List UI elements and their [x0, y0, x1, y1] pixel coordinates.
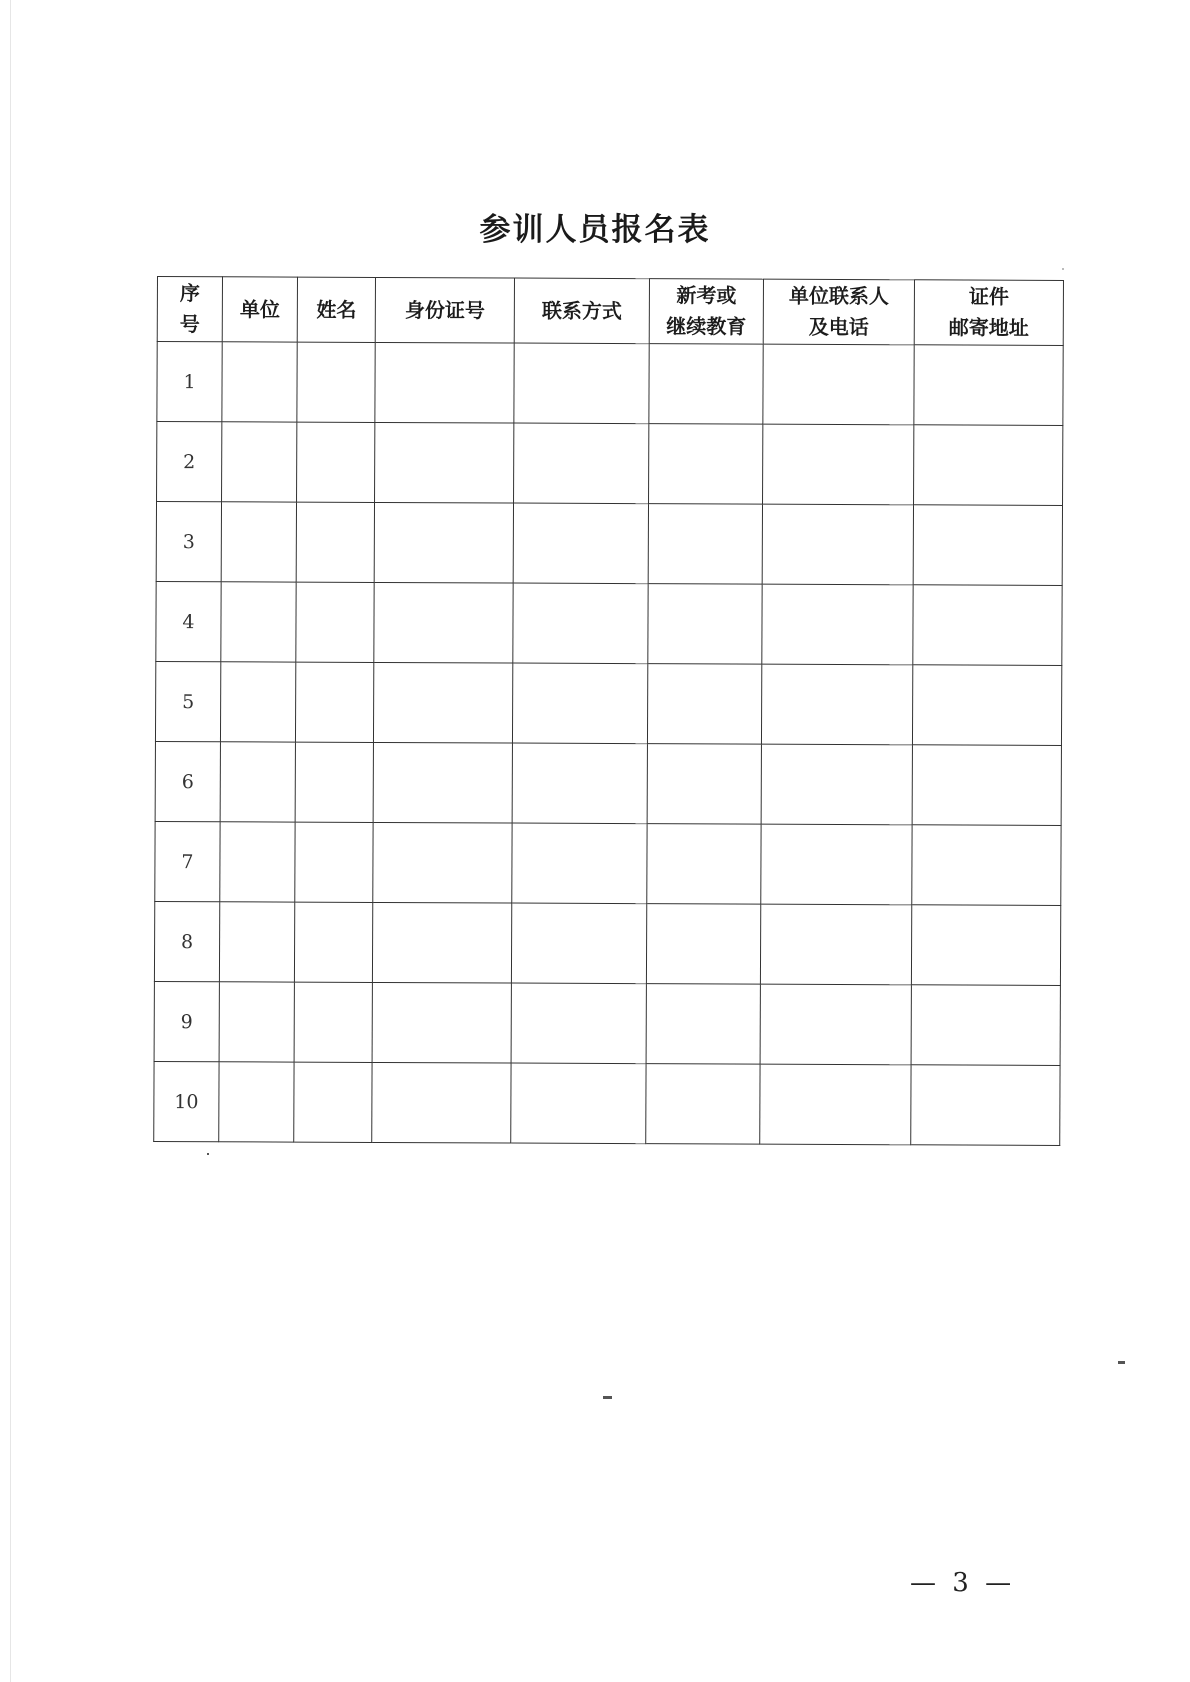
- table-row: [154, 981, 1060, 1065]
- empty-cell[interactable]: [372, 982, 511, 1063]
- registration-table: [153, 276, 1064, 1146]
- empty-cell[interactable]: [294, 902, 372, 982]
- empty-cell[interactable]: [374, 582, 513, 663]
- empty-cell[interactable]: [372, 902, 511, 983]
- header-row: [157, 277, 1063, 346]
- row-serial-number: 2: [157, 422, 222, 502]
- empty-cell[interactable]: [913, 585, 1062, 666]
- empty-cell[interactable]: [297, 342, 375, 422]
- empty-cell[interactable]: [295, 822, 373, 902]
- empty-cell[interactable]: [373, 822, 512, 903]
- empty-cell[interactable]: [512, 663, 647, 744]
- empty-cell[interactable]: [760, 1064, 911, 1145]
- empty-cell[interactable]: [914, 425, 1063, 506]
- empty-cell[interactable]: [513, 583, 648, 664]
- header-serial-number: 序 号: [157, 277, 222, 342]
- table-row: [155, 661, 1061, 745]
- empty-cell[interactable]: [514, 343, 649, 424]
- empty-cell[interactable]: [219, 902, 294, 982]
- empty-cell[interactable]: [219, 1062, 294, 1142]
- row-serial-number: 4: [156, 581, 221, 661]
- form-title: 参训人员报名表: [479, 212, 711, 248]
- empty-cell[interactable]: [647, 744, 761, 824]
- empty-cell[interactable]: [220, 662, 295, 742]
- scan-speck: [207, 1153, 209, 1155]
- empty-cell[interactable]: [646, 984, 760, 1064]
- empty-cell[interactable]: [912, 825, 1061, 906]
- table-row: [155, 741, 1061, 825]
- empty-cell[interactable]: [911, 1065, 1060, 1146]
- empty-cell[interactable]: [760, 984, 911, 1065]
- empty-cell[interactable]: [295, 662, 373, 742]
- empty-cell[interactable]: [761, 744, 912, 825]
- empty-cell[interactable]: [648, 504, 762, 584]
- header-exam-type: 新考或 继续教育: [649, 279, 763, 344]
- empty-cell[interactable]: [761, 824, 912, 905]
- empty-cell[interactable]: [762, 504, 913, 585]
- empty-cell[interactable]: [220, 822, 295, 902]
- scan-speck: [1062, 268, 1064, 270]
- empty-cell[interactable]: [219, 982, 294, 1062]
- header-unit-contact-phone: 单位联系人 及电话: [763, 279, 914, 345]
- empty-cell[interactable]: [912, 665, 1061, 746]
- header-id-number: 身份证号: [375, 277, 514, 343]
- empty-cell[interactable]: [911, 905, 1060, 986]
- empty-cell[interactable]: [646, 1064, 760, 1144]
- empty-cell[interactable]: [294, 1062, 372, 1142]
- empty-cell[interactable]: [760, 904, 911, 985]
- empty-cell[interactable]: [514, 423, 649, 504]
- table-row: [154, 1061, 1060, 1145]
- empty-cell[interactable]: [648, 584, 762, 664]
- empty-cell[interactable]: [512, 743, 647, 824]
- scan-speck: [603, 1396, 612, 1399]
- empty-cell[interactable]: [375, 422, 514, 503]
- row-serial-number: 3: [156, 502, 221, 582]
- empty-cell[interactable]: [913, 505, 1062, 586]
- empty-cell[interactable]: [220, 742, 295, 822]
- empty-cell[interactable]: [373, 742, 512, 823]
- empty-cell[interactable]: [649, 424, 763, 504]
- empty-cell[interactable]: [373, 662, 512, 743]
- row-serial-number: 10: [154, 1061, 219, 1141]
- empty-cell[interactable]: [912, 745, 1061, 826]
- empty-cell[interactable]: [646, 904, 760, 984]
- header-mailing-address: 证件 邮寄地址: [914, 280, 1063, 346]
- table-row: [157, 342, 1063, 426]
- empty-cell[interactable]: [647, 664, 761, 744]
- empty-cell[interactable]: [763, 424, 914, 505]
- row-serial-number: 8: [154, 901, 219, 981]
- empty-cell[interactable]: [511, 1063, 646, 1144]
- empty-cell[interactable]: [647, 824, 761, 904]
- empty-cell[interactable]: [296, 582, 374, 662]
- empty-cell[interactable]: [222, 422, 297, 502]
- header-contact: 联系方式: [514, 278, 649, 344]
- empty-cell[interactable]: [297, 422, 375, 502]
- empty-cell[interactable]: [221, 502, 296, 582]
- empty-cell[interactable]: [372, 1062, 511, 1143]
- empty-cell[interactable]: [222, 342, 297, 422]
- page-number: — 3 —: [910, 1568, 1016, 1598]
- row-serial-number: 7: [155, 821, 220, 901]
- empty-cell[interactable]: [375, 342, 514, 423]
- table-row: [154, 901, 1060, 985]
- empty-cell[interactable]: [911, 985, 1060, 1066]
- empty-cell[interactable]: [649, 344, 763, 424]
- empty-cell[interactable]: [296, 502, 374, 582]
- empty-cell[interactable]: [511, 903, 646, 984]
- row-serial-number: 5: [155, 661, 220, 741]
- empty-cell[interactable]: [294, 982, 372, 1062]
- empty-cell[interactable]: [295, 742, 373, 822]
- table-row: [156, 502, 1062, 586]
- empty-cell[interactable]: [513, 503, 648, 584]
- row-serial-number: 9: [154, 981, 219, 1061]
- table-row: [156, 581, 1062, 665]
- empty-cell[interactable]: [762, 584, 913, 665]
- empty-cell[interactable]: [511, 983, 646, 1064]
- row-serial-number: 6: [155, 741, 220, 821]
- empty-cell[interactable]: [221, 582, 296, 662]
- empty-cell[interactable]: [374, 502, 513, 583]
- empty-cell[interactable]: [763, 344, 914, 425]
- scan-edge-line: [10, 0, 11, 1682]
- table-row: [155, 821, 1061, 905]
- empty-cell[interactable]: [512, 823, 647, 904]
- table-row: [157, 422, 1063, 506]
- header-name: 姓名: [297, 277, 375, 342]
- header-unit: 单位: [222, 277, 297, 342]
- scan-speck: [1118, 1361, 1125, 1364]
- row-serial-number: 1: [157, 342, 222, 422]
- empty-cell[interactable]: [914, 345, 1063, 426]
- empty-cell[interactable]: [761, 664, 912, 745]
